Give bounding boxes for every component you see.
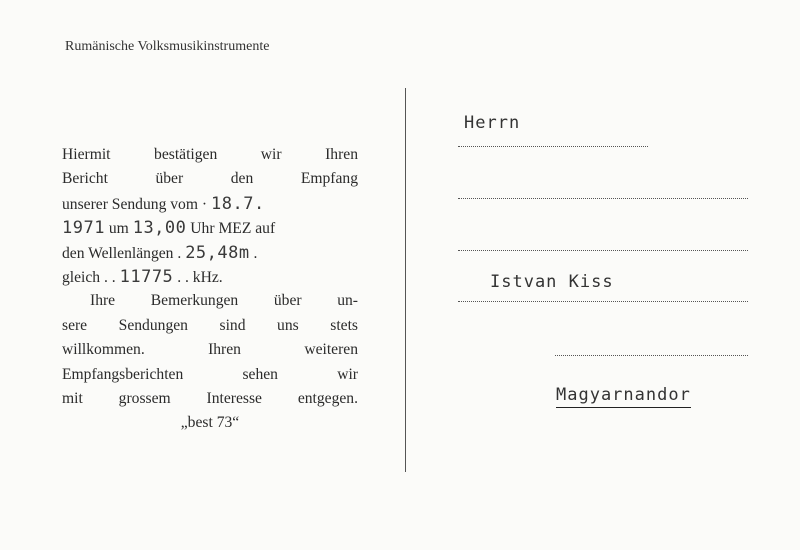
text-line: 1971 um 13,00 Uhr MEZ auf xyxy=(62,218,276,239)
reception-date: 18.7. xyxy=(211,193,265,214)
text-line: mit grossem Interesse entgegen. xyxy=(62,389,358,407)
address-salutation: Herrn xyxy=(464,113,521,133)
reception-time: 13,00 xyxy=(132,218,187,239)
text-line: willkommen. Ihren weiteren xyxy=(62,341,358,359)
confirmation-text xyxy=(62,143,358,436)
center-divider xyxy=(405,88,406,472)
text-line: den Wellenlängen . 25,48m . xyxy=(62,242,258,263)
text-line: unserer Sendung vom · 18.7. xyxy=(62,193,265,214)
text-line: Bericht über den Empfang xyxy=(62,170,358,188)
wavelength-value: 25,48m xyxy=(185,242,250,263)
address-name: Istvan Kiss xyxy=(490,272,614,292)
address-line xyxy=(458,301,748,302)
frequency-value: 11775 xyxy=(119,266,174,287)
address-line xyxy=(458,198,748,199)
address-line xyxy=(458,146,648,147)
text-line: gleich . . 11775 . . kHz. xyxy=(62,266,223,287)
address-line xyxy=(458,250,748,251)
reception-year: 1971 xyxy=(62,218,105,239)
address-line xyxy=(555,355,748,356)
signoff: „best 73“ xyxy=(180,414,240,432)
address-city: Magyarnandor xyxy=(556,385,691,408)
text-line: sere Sendungen sind uns stets xyxy=(62,316,358,334)
text-line: Hiermit bestätigen wir Ihren xyxy=(62,146,358,163)
text-line: Ihre Bemerkungen über un- xyxy=(90,292,358,310)
text-line: Empfangsberichten sehen wir xyxy=(62,365,358,383)
card-title: Rumänische Volksmusikinstrumente xyxy=(65,39,270,54)
